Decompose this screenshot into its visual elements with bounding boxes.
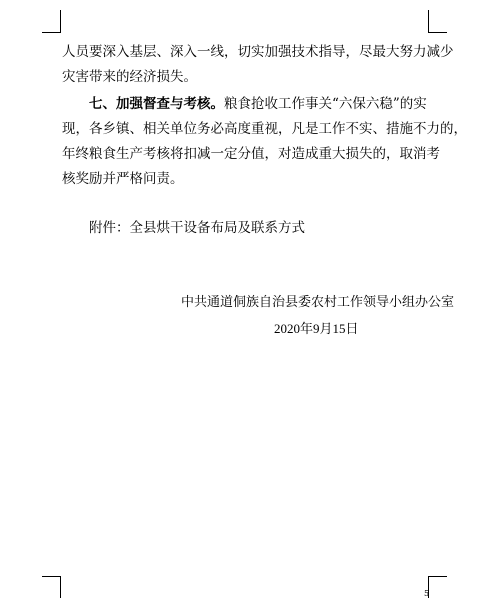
text-line: 现，各乡镇、相关单位务必高度重视，凡是工作不实、措施不力的， [62,121,467,137]
section-heading: 七、加强督查与考核。 [89,96,224,112]
crop-mark-bottom-left [60,576,61,598]
crop-mark-bottom-right [428,576,447,577]
text-line: 核奖励并严格问责。 [62,171,184,187]
paragraph-section-7 [62,92,467,192]
crop-mark-bottom-left [42,576,61,577]
crop-mark-top-right [428,32,447,33]
text-line: 人员要深入基层、深入一线，切实加强技术指导，尽最大努力减少 [62,44,454,60]
signature-organization: 中共通道侗族自治县委农村工作领导小组办公室 [181,294,455,309]
signature-date: 2020年9月15日 [274,321,359,336]
paragraph-continuation [62,40,454,90]
text-line: 年终粮食生产考核将扣减一定分值，对造成重大损失的，取消考 [62,146,440,162]
text-line [62,92,434,117]
attachment-line: 附件：全县烘干设备布局及联系方式 [89,220,305,236]
text-line: 灾害带来的经济损失。 [62,69,197,85]
page-number: 5 [424,589,430,598]
crop-mark-top-right [428,10,429,32]
crop-mark-top-left [42,32,61,33]
text-run: 粮食抢收工作事关“六保六稳”的实 [224,96,427,112]
crop-mark-top-left [60,10,61,32]
